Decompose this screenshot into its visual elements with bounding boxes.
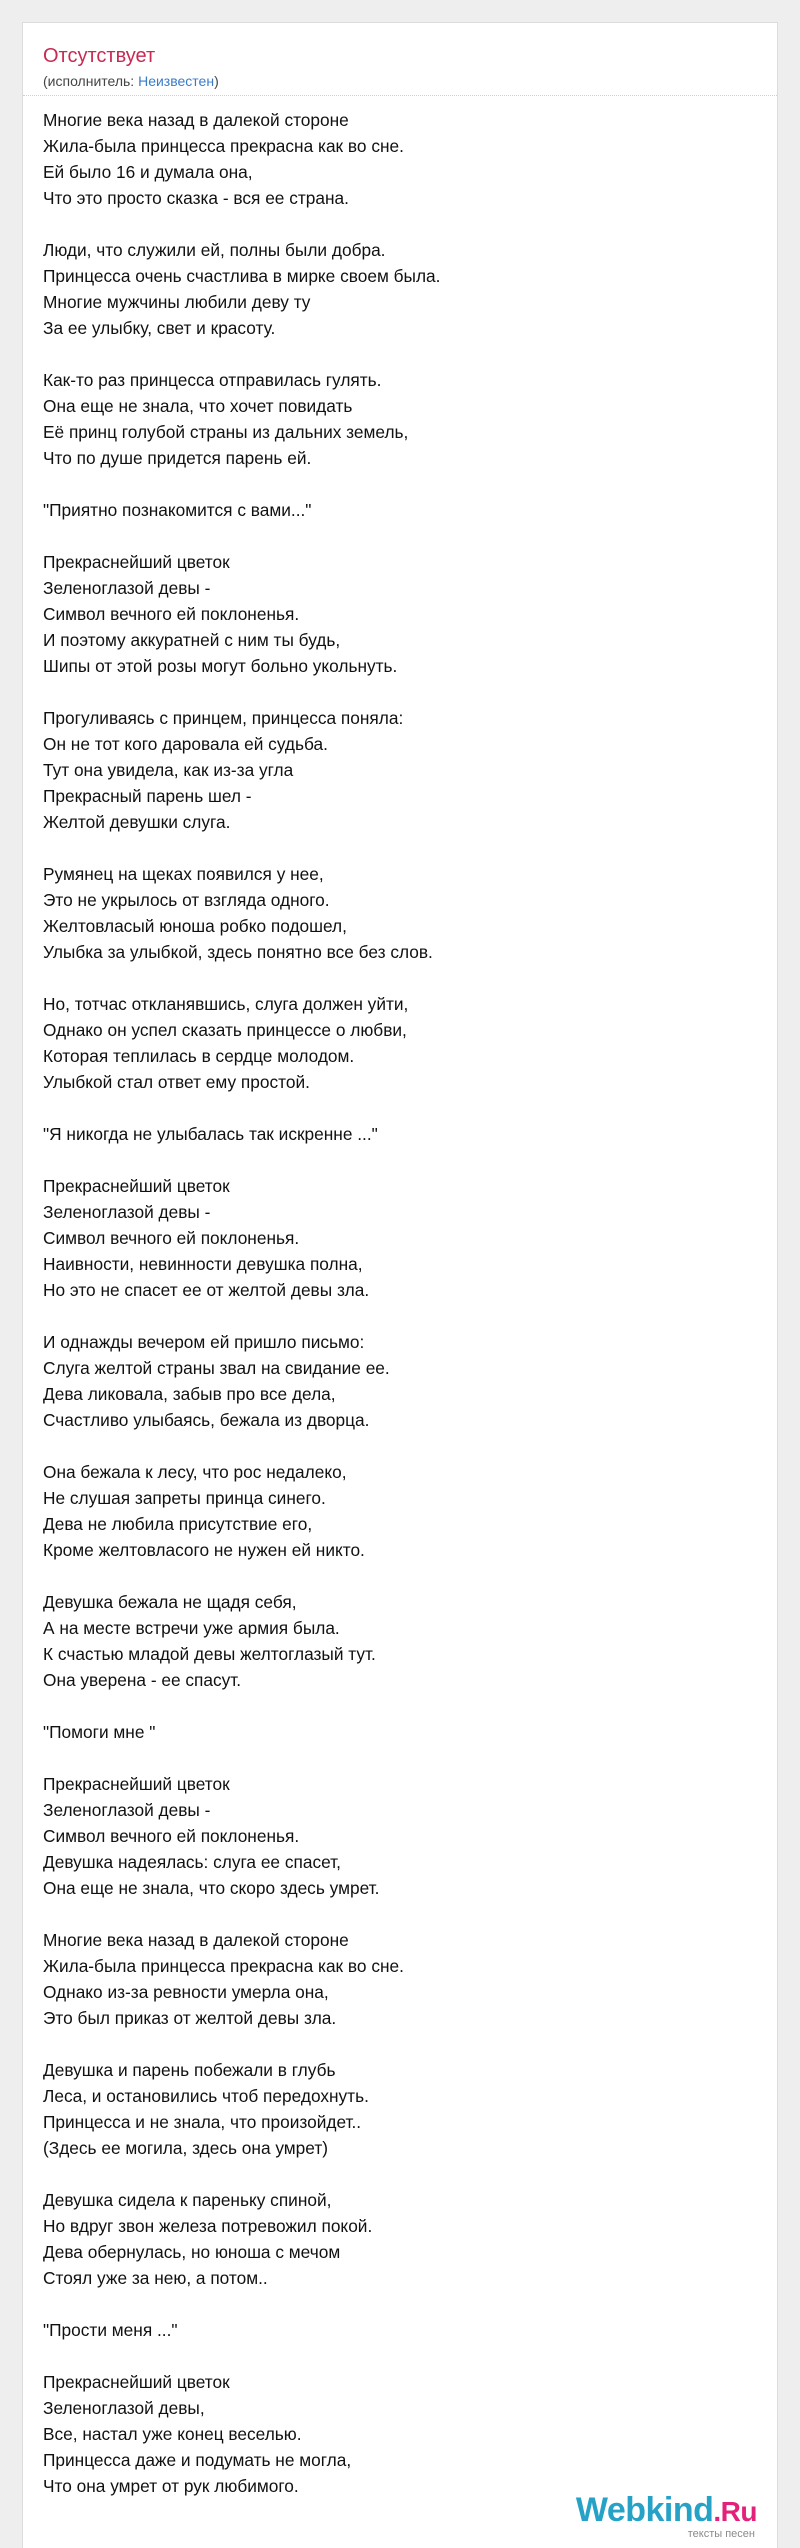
stanza-gap [43, 211, 763, 237]
stanza-gap [43, 1147, 763, 1173]
lyric-line: Что это просто сказка - вся ее страна. [43, 188, 349, 208]
lyric-line: Но это не спасет ее от желтой девы зла. [43, 1280, 370, 1300]
stanza-gap [43, 1095, 763, 1121]
lyric-line: Прекраснейший цветок [43, 1774, 230, 1794]
lyric-line: Она бежала к лесу, что рос недалеко, [43, 1462, 347, 1482]
lyric-line: "Помоги мне " [43, 1722, 156, 1742]
lyric-line: "Приятно познакомится с вами..." [43, 500, 312, 520]
lyric-line: Зеленоглазой девы - [43, 1202, 211, 1222]
lyric-line: Это не укрылось от взгляда одного. [43, 890, 330, 910]
logo-main-text: Webkind [575, 2491, 714, 2529]
lyric-line: Дева ликовала, забыв про все дела, [43, 1384, 336, 1404]
artist-prefix: (исполнитель: [43, 73, 139, 89]
lyric-line: И поэтому аккуратней с ним ты будь, [43, 630, 341, 650]
lyric-line: Но вдруг звон железа потревожил покой. [43, 2216, 373, 2236]
lyrics-card [22, 22, 778, 2548]
lyric-line: Символ вечного ей поклоненья. [43, 604, 300, 624]
lyric-line: Которая теплилась в сердце молодом. [43, 1046, 355, 1066]
lyric-line: Шипы от этой розы могут больно укольнуть. [43, 656, 398, 676]
lyric-line: Дева не любила присутствие его, [43, 1514, 313, 1534]
lyric-line: Она уверена - ее спасут. [43, 1670, 242, 1690]
stanza-gap [43, 1693, 763, 1719]
stanza-gap [43, 2161, 763, 2187]
lyric-line: Ей было 16 и думала она, [43, 162, 253, 182]
lyric-line: И однажды вечером ей пришло письмо: [43, 1332, 365, 1352]
song-header [23, 23, 777, 96]
lyric-line: Прекраснейший цветок [43, 1176, 230, 1196]
lyric-line: Желтой девушки слуга. [43, 812, 231, 832]
lyric-line: Принцесса даже и подумать не могла, [43, 2450, 352, 2470]
lyric-line: "Прости меня ..." [43, 2320, 178, 2340]
lyric-line: Девушка надеялась: слуга ее спасет, [43, 1852, 341, 1872]
stanza-gap [43, 2031, 763, 2057]
lyric-line: Он не тот кого даровала ей судьба. [43, 734, 328, 754]
lyric-line: Она еще не знала, что хочет повидать [43, 396, 353, 416]
lyric-line: (Здесь ее могила, здесь она умрет) [43, 2138, 328, 2158]
lyric-line: Её принц голубой страны из дальних земель, [43, 422, 409, 442]
lyric-line: Леса, и остановились чтоб передохнуть. [43, 2086, 369, 2106]
stanza-gap [43, 523, 763, 549]
stanza-gap [43, 835, 763, 861]
lyric-line: Это был приказ от желтой девы зла. [43, 2008, 337, 2028]
lyric-line: Люди, что служили ей, полны были добра. [43, 240, 386, 260]
stanza-gap [43, 1901, 763, 1927]
lyric-line: Не слушая запреты принца синего. [43, 1488, 326, 1508]
lyric-line: Принцесса очень счастлива в мирке своем была. [43, 266, 441, 286]
lyric-line: Девушка бежала не щадя себя, [43, 1592, 297, 1612]
stanza-gap [43, 1745, 763, 1771]
lyric-line: Улыбка за улыбкой, здесь понятно все без слов. [43, 942, 433, 962]
site-logo[interactable] [576, 2492, 757, 2540]
lyric-line: Зеленоглазой девы - [43, 578, 211, 598]
lyric-line: Все, настал уже конец веселью. [43, 2424, 302, 2444]
lyric-line: Но, тотчас откланявшись, слуга должен уйти, [43, 994, 409, 1014]
lyric-line: Многие века назад в далекой стороне [43, 110, 349, 130]
lyric-line: Улыбкой стал ответ ему простой. [43, 1072, 310, 1092]
stanza-gap [43, 2343, 763, 2369]
lyric-line: Стоял уже за нею, а потом.. [43, 2268, 268, 2288]
lyric-line: Что она умрет от рук любимого. [43, 2476, 299, 2496]
lyric-line: Румянец на щеках появился у нее, [43, 864, 324, 884]
lyric-line: Символ вечного ей поклоненья. [43, 1826, 300, 1846]
lyric-line: Символ вечного ей поклоненья. [43, 1228, 300, 1248]
lyric-line: Кроме желтовласого не нужен ей никто. [43, 1540, 365, 1560]
lyric-line: За ее улыбку, свет и красоту. [43, 318, 276, 338]
logo-tagline: тексты песен [687, 2528, 755, 2540]
lyric-line: Наивности, невинности девушка полна, [43, 1254, 363, 1274]
lyric-line: А на месте встречи уже армия была. [43, 1618, 340, 1638]
lyric-line: Зеленоглазой девы, [43, 2398, 205, 2418]
lyric-line: Многие века назад в далекой стороне [43, 1930, 349, 1950]
lyric-line: Прекраснейший цветок [43, 2372, 230, 2392]
stanza-gap [43, 471, 763, 497]
lyric-line: Многие мужчины любили деву ту [43, 292, 311, 312]
stanza-gap [43, 2291, 763, 2317]
artist-line [43, 73, 219, 89]
lyric-line: Жила-была принцесса прекрасна как во сне. [43, 1956, 404, 1976]
lyric-line: Тут она увидела, как из-за угла [43, 760, 294, 780]
lyrics-body [43, 107, 763, 2499]
stanza-gap [43, 965, 763, 991]
song-title: Отсутствует [43, 45, 156, 67]
stanza-gap [43, 1433, 763, 1459]
lyric-line: Она еще не знала, что скоро здесь умрет. [43, 1878, 380, 1898]
lyric-line: Что по душе придется парень ей. [43, 448, 312, 468]
stanza-gap [43, 1303, 763, 1329]
artist-link[interactable]: Неизвестен [138, 73, 215, 89]
lyric-line: Как-то раз принцесса отправилась гулять. [43, 370, 382, 390]
stanza-gap [43, 679, 763, 705]
artist-suffix: ) [214, 73, 219, 89]
lyric-line: Девушка сидела к пареньку спиной, [43, 2190, 332, 2210]
lyric-line: Прогуливаясь с принцем, принцесса поняла: [43, 708, 404, 728]
lyric-line: "Я никогда не улыбалась так искренне ..." [43, 1124, 378, 1144]
lyric-line: Жила-была принцесса прекрасна как во сне. [43, 136, 404, 156]
lyric-line: Прекрасный парень шел - [43, 786, 252, 806]
stanza-gap [43, 341, 763, 367]
lyric-line: Девушка и парень побежали в глубь [43, 2060, 336, 2080]
lyric-line: Дева обернулась, но юноша с мечом [43, 2242, 341, 2262]
logo-wordmark [576, 2492, 757, 2530]
lyric-line: Слуга желтой страны звал на свидание ее. [43, 1358, 390, 1378]
lyric-line: Желтовласый юноша робко подошел, [43, 916, 347, 936]
lyric-line: К счастью младой девы желтоглазый тут. [43, 1644, 376, 1664]
lyric-line: Однако он успел сказать принцессе о любви, [43, 1020, 407, 1040]
lyric-line: Зеленоглазой девы - [43, 1800, 211, 1820]
lyric-line: Принцесса и не знала, что произойдет.. [43, 2112, 362, 2132]
lyric-line: Прекраснейший цветок [43, 552, 230, 572]
lyric-line: Счастливо улыбаясь, бежала из дворца. [43, 1410, 370, 1430]
logo-domain-text: .Ru [713, 2496, 757, 2527]
stanza-gap [43, 1563, 763, 1589]
lyric-line: Однако из-за ревности умерла она, [43, 1982, 329, 2002]
